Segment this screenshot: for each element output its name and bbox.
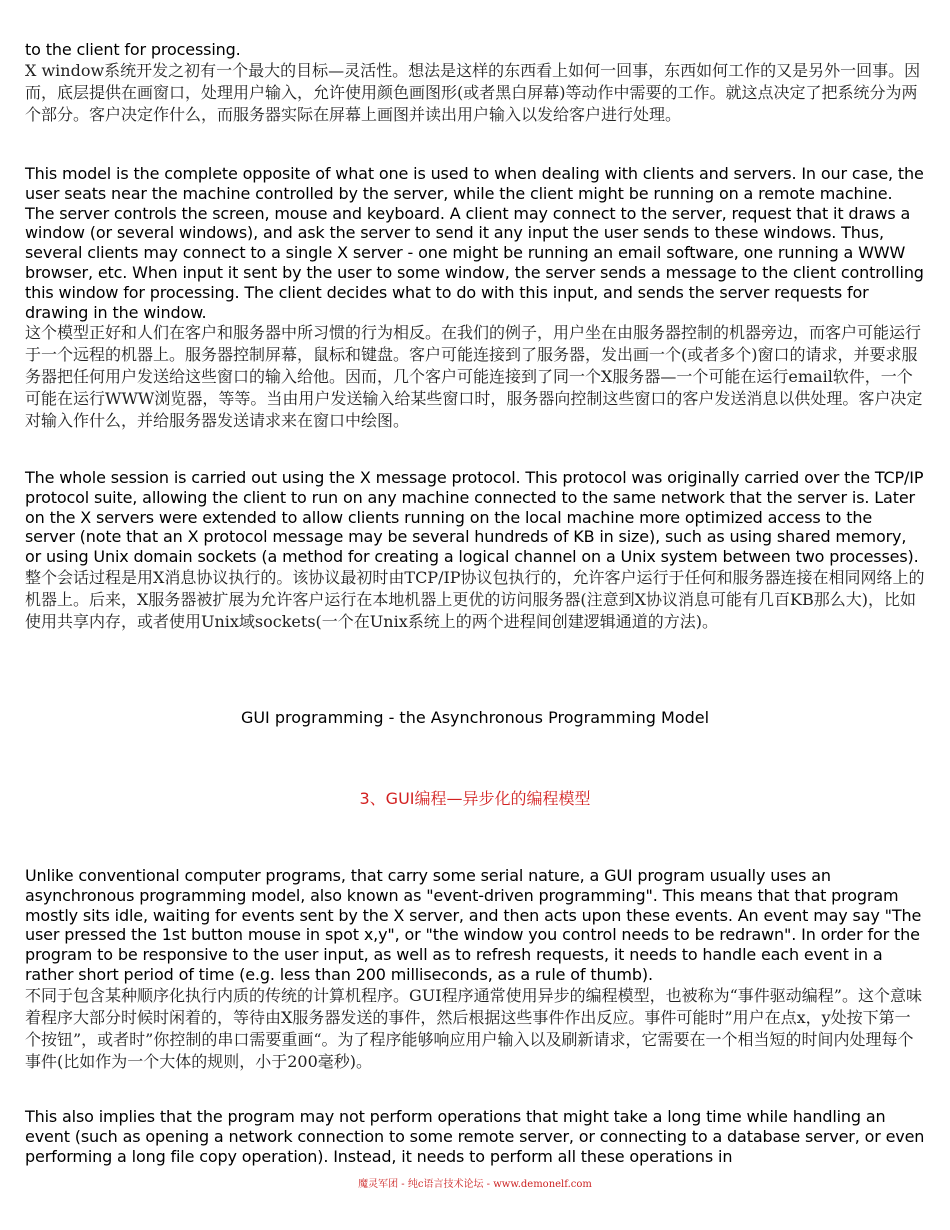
- page-footer: 魔灵军团 - 纯c语言技术论坛 - www.demonelf.com: [358, 1179, 592, 1190]
- section-x-window-intro: [25, 40, 925, 126]
- section-long-operations: [25, 1107, 925, 1166]
- paragraph-cn: 这个模型正好和人们在客户和服务器中所习惯的行为相反。在我们的例子，用户坐在由服务器控制的机器旁边，而客户可能运行于一个远程的机器上。服务器控制屏幕，鼠标和键盘。客户可能连接到了服务器，发出画一个(或者多个)窗口的请求，并要求服务器把任何用户发送给这些窗口的输入给他。因而，几个客户可能连接到了同一个X服务器—一个可能在运行email软件，一个可能在运行WWW浏览器，等等。当由用户发送输入给某些窗口时，服务器向控制这些窗口的客户发送消息以供处理。客户决定对输入作什么，并给服务器发送请求来在窗口中绘图。: [25, 323, 923, 431]
- section-async-model: [25, 866, 925, 1073]
- paragraph-en: Unlike conventional computer programs, that carry some serial nature, a GUI program usually uses an asynchronous programming model, also known as "event-driven programming". This means that that program mostly sits idle, waiting for events sent by the X server, and then acts upon these events. An event may say "The user pressed the 1st button mouse in spot x,y", or "the window you control needs to be redrawn". In order for the program to be responsive to the user input, as well as to refresh requests, it needs to handle each event in a rather short period of time (e.g. less than 200 milliseconds, as a rule of thumb).: [25, 866, 922, 984]
- section-x-protocol: [25, 468, 925, 633]
- paragraph-cn: X window系统开发之初有一个最大的目标—灵活性。想法是这样的东西看上如何一回事，东西如何工作的又是另外一回事。因而，底层提供在画窗口，处理用户输入，允许使用颜色画图形(或者黑白屏幕)等动作中需要的工作。就这点决定了把系统分为两个部分。客户决定作什么，而服务器实际在屏幕上画图并读出用户输入以发给客户进行处理。: [25, 60, 921, 124]
- section-client-server-model: [25, 164, 925, 432]
- paragraph-cn: 整个会话过程是用X消息协议执行的。该协议最初时由TCP/IP协议包执行的，允许客户运行于任何和服务器连接在相同网络上的机器上。后来，X服务器被扩展为允许客户运行在本地机器上更优的访问服务器(注意到X协议消息可能有几百KB那么大)，比如使用共享内存，或者使用Unix域sockets(一个在Unix系统上的两个进程间创建逻辑通道的方法)。: [25, 567, 925, 631]
- section-heading-en: GUI programming - the Asynchronous Programming Model: [240, 708, 710, 727]
- paragraph-cn: 不同于包含某种顺序化执行内质的传统的计算机程序。GUI程序通常使用异步的编程模型，也被称为“事件驱动编程”。这个意味着程序大部分时候时闲着的，等待由X服务器发送的事件，然后根据这些事件作出反应。事件可能时”用户在点x，y处按下第一个按钮”，或者时”你控制的串口需要重画“。为了程序能够响应用户输入以及刷新请求，它需要在一个相当短的时间内处理每个事件(比如作为一个大体的规则，小于200毫秒)。: [25, 985, 922, 1071]
- paragraph-en: The whole session is carried out using the X message protocol. This protocol was originally carried over the TCP/IP protocol suite, allowing the client to run on any machine connected to the same network that the server is. Later on the X servers were extended to allow clients running on the local machine more optimized access to the server (note that an X protocol message may be several hundreds of KB in size), such as using shared memory, or using Unix domain sockets (a method for creating a logical channel on a Unix system between two processes).: [25, 468, 924, 567]
- paragraph-en: to the client for processing.: [25, 40, 241, 59]
- section-heading-cn: 3、GUI编程—异步化的编程模型: [359, 789, 591, 808]
- paragraph-en: This also implies that the program may not perform operations that might take a long time while handling an event (such as opening a network connection to some remote server, or connecting to a database server, or even performing a long file copy operation). Instead, it needs to perform all these operations in: [25, 1107, 925, 1166]
- paragraph-en: This model is the complete opposite of what one is used to when dealing with clients and servers. In our case, the user seats near the machine controlled by the server, while the client might be running on a remote machine. The server controls the screen, mouse and keyboard. A client may connect to the server, request that it draws a window (or several windows), and ask the server to send it any input the user sends to these windows. Thus, several clients may connect to a single X server - one might be running an email software, one running a WWW browser, etc. When input it sent by the user to some window, the server sends a message to the client controlling this window for processing. The client decides what to do with this input, and sends the server requests for drawing in the window.: [25, 164, 924, 322]
